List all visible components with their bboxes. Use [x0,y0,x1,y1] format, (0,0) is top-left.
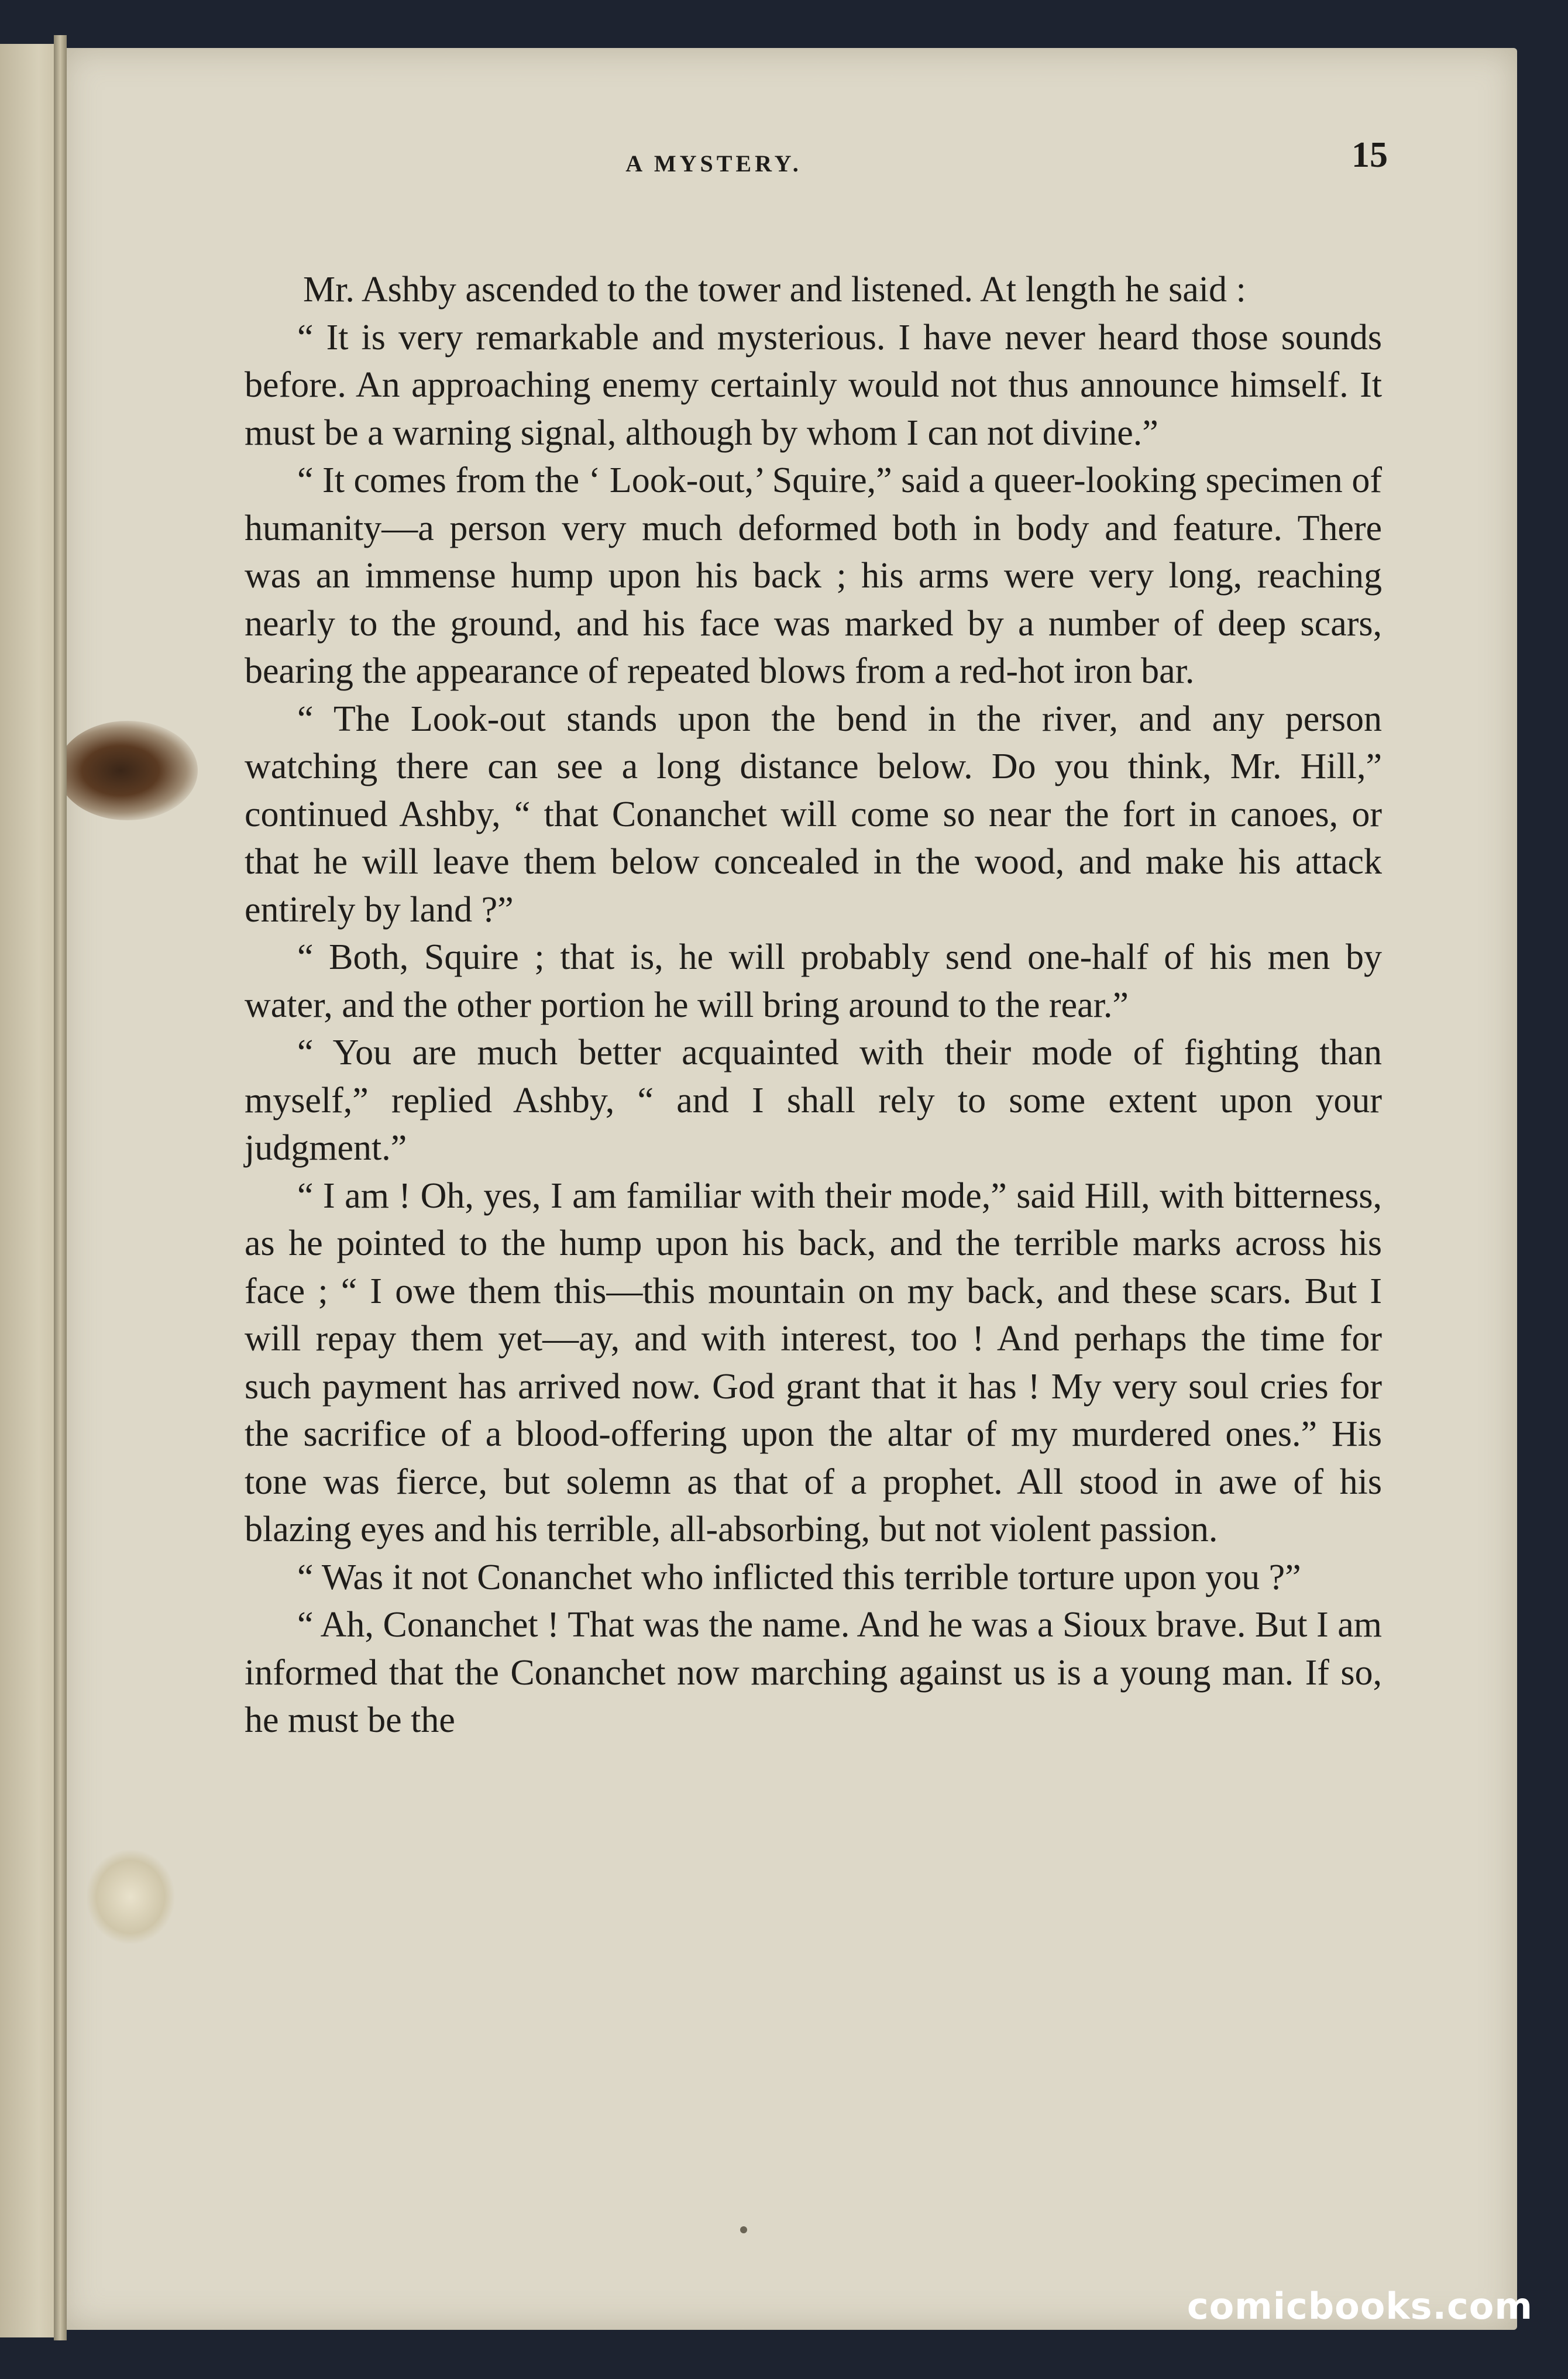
paragraph: “ Ah, Conanchet ! That was the name. And he was a Sioux brave. But I am informed that the Conanchet now marching against us is a young man. If so, he must be the [245,1605,1382,1740]
paragraph: “ I am ! Oh, yes, I am familiar with their mode,” said Hill, with bitterness, as he pointed to the hump upon his back, and the terrible marks across his face ; “ I owe them this—this mountain on my back, and these scars. But I will repay them yet—ay, and with interest, too ! And perhaps the time for such payment has arrived now. God grant that it has ! My very soul cries for the sacrifice of a blood-offering upon the altar of my murdered ones.” His tone was fierce, but solemn as that of a prophet. All stood in awe of his blazing eyes and his terrible, all-absorbing, but not violent passion. [245,1175,1382,1549]
paragraph: “ It is very remarkable and mysterious. I have never heard those sounds before. An approaching enemy certainly would not thus announce himself. It must be a warning signal, although by whom I can not divine.” [245,317,1382,453]
book-spine [54,35,67,2340]
running-title: A MYSTERY. [625,150,802,177]
paragraph: “ It comes from the ‘ Look-out,’ Squire,” said a queer-looking specimen of humanity—a person very much deformed both in body and feature. There was an immense hump upon his back ; his arms were very long, reaching nearly to the ground, and his face was marked by a number of deep scars, bearing the appearance of repeated blows from a red-hot iron bar. [245,460,1382,691]
paragraph: “ Was it not Conanchet who inflicted this terrible torture upon you ?” [297,1557,1301,1597]
running-head [246,135,1416,181]
binding-tape [87,1850,174,1944]
paragraph: “ Both, Squire ; that is, he will probably send one-half of his men by water, and the other portion he will bring around to the rear.” [245,937,1382,1025]
paragraph: “ The Look-out stands upon the bend in the river, and any person watching there can see a long distance below. Do you think, Mr. Hill,” continued Ashby, “ that Conanchet will come so near the fort in canoes, or that he will leave them below concealed in the wood, and make his attack entirely by land ?” [245,699,1382,930]
printer-mark [740,2226,747,2233]
page-number: 15 [1352,135,1388,175]
paragraph: Mr. Ashby ascended to the tower and listened. At length he said : [303,270,1246,310]
watermark: comicbooks.com [1187,2285,1533,2328]
ink-stain [57,721,198,820]
body-text [245,266,1382,1745]
paragraph: “ You are much better acquainted with their mode of fighting than myself,” replied Ashby, “ and I shall rely to some extent upon your judgment.” [245,1033,1382,1168]
